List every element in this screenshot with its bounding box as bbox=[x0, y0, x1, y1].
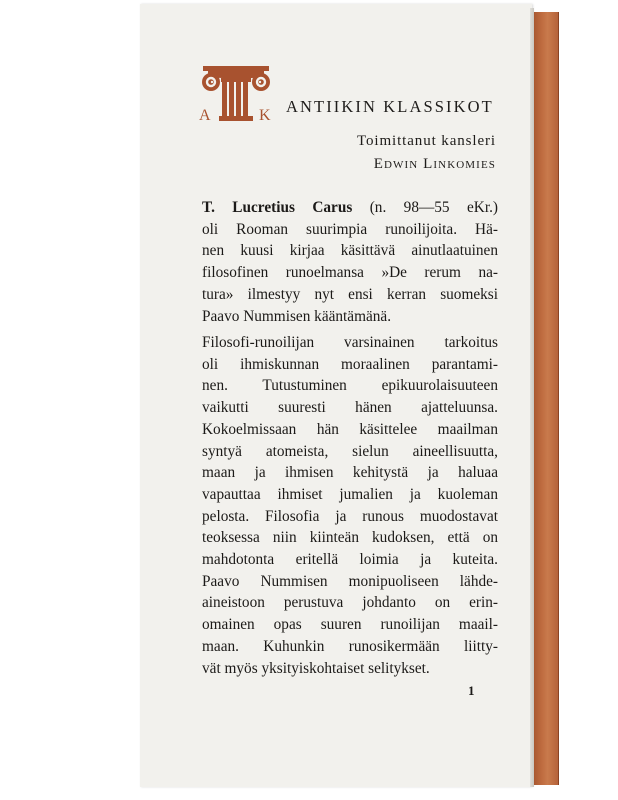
logo-letter-a: A bbox=[199, 107, 211, 124]
book-spine bbox=[532, 12, 559, 785]
cover-fold-edge bbox=[530, 8, 534, 787]
description-line: vapauttaa ihmiset jumalien ja kuoleman bbox=[202, 485, 498, 503]
description-line: teoksessa niin kiinteän kudoksen, että on bbox=[202, 529, 498, 547]
logo-letter-k: K bbox=[259, 107, 271, 124]
description-line: maan. Kuhunkin runosikermään liitty- bbox=[202, 637, 498, 655]
description-line: Paavo Nummisen monipuoliseen lähde- bbox=[202, 572, 498, 590]
editor-role: Toimittanut kansleri bbox=[356, 133, 496, 149]
description-line: mahdotonta eritellä loimia ja kuteita. bbox=[202, 551, 498, 569]
description-line: oli ihmiskunnan moraalinen parantami- bbox=[202, 355, 498, 373]
description-line: Kokoelmissaan hän käsittelee maailman bbox=[202, 420, 498, 438]
page-number: 1 bbox=[468, 683, 475, 698]
ionic-column-logo-icon bbox=[199, 64, 273, 128]
intro-line: oli Rooman suurimpia runoilijoita. Hä- bbox=[202, 220, 498, 238]
description-line: nen. Tutustuminen epikuurolaisuuteen bbox=[202, 377, 498, 395]
description-line: vät myös yksityiskohtaiset selitykset. bbox=[202, 659, 430, 677]
author-dates: (n. 98—55 eKr.) bbox=[369, 199, 498, 216]
intro-line: tura» ilmestyy nyt ensi kerran suomeksi bbox=[202, 285, 498, 303]
series-title: ANTIIKIN KLASSIKOT bbox=[286, 97, 494, 116]
intro-line: nen kuusi kirjaa käsittävä ainutlaatuinen bbox=[202, 242, 498, 260]
description-line: Filosofi-runoilijan varsinainen tarkoitus bbox=[202, 334, 498, 351]
description-line: omainen opas suuren runoilijan maail- bbox=[202, 616, 498, 634]
description-line: vaikutti suuresti hänen ajatteluunsa. bbox=[202, 399, 498, 417]
description-line: maan ja ihmisen kehitystä ja haluaa bbox=[202, 464, 498, 482]
intro-line: filosofinen runoelmansa »De rerum na- bbox=[202, 264, 498, 282]
description-line: aineistoon perustuva johdanto on erin- bbox=[202, 594, 498, 612]
editor-name: Edwin Linkomies bbox=[373, 156, 496, 172]
author-name: T. Lucretius Carus bbox=[202, 199, 353, 216]
description-paragraph bbox=[202, 332, 498, 679]
description-line: pelosta. Filosofia ja runous muodostavat bbox=[202, 507, 498, 525]
intro-paragraph bbox=[202, 197, 498, 327]
description-line: syntyä atomeista, sielun aineellisuutta, bbox=[202, 442, 498, 460]
intro-first-line bbox=[202, 197, 498, 219]
intro-line: Paavo Nummisen kääntämänä. bbox=[202, 307, 392, 325]
